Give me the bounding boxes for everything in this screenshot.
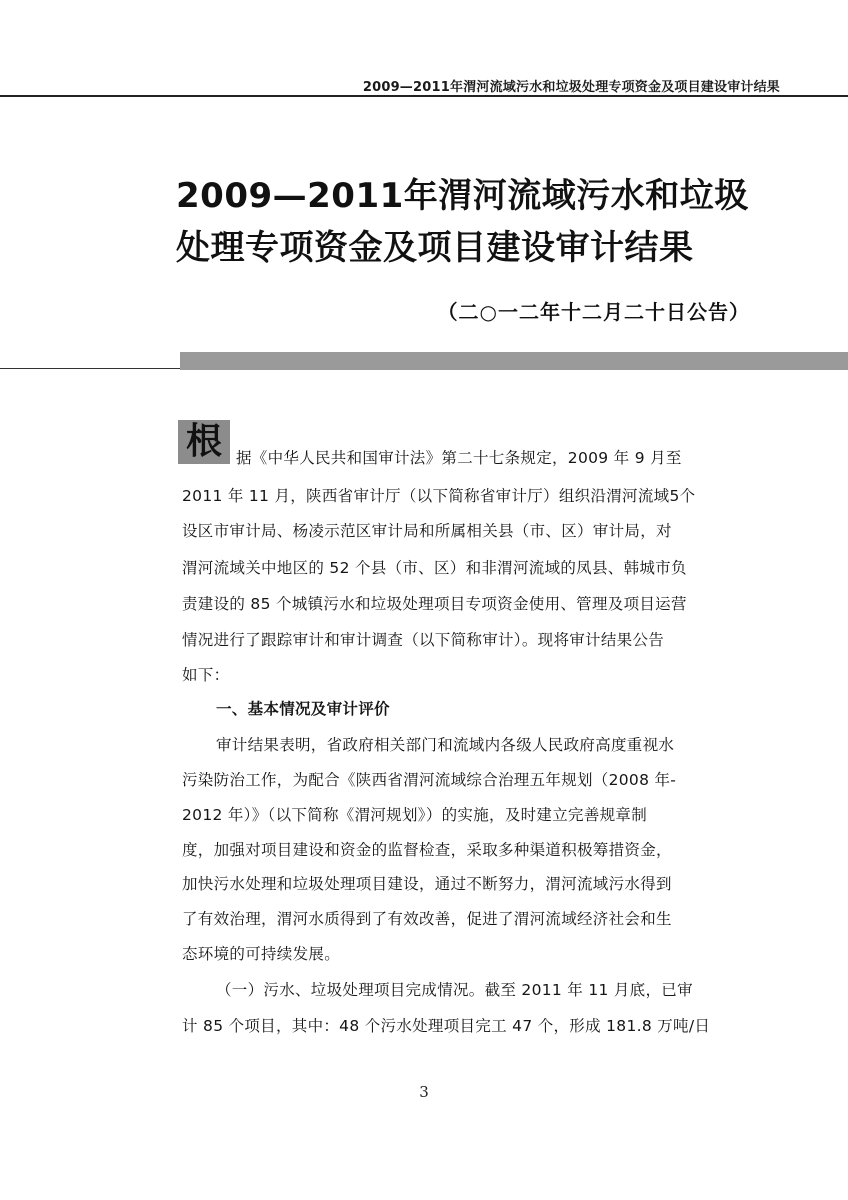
- paragraph-line: 情况进行了跟踪审计和审计调查（以下简称审计）。现将审计结果公告: [182, 631, 665, 649]
- running-header: 2009—2011年渭河流域污水和垃圾处理专项资金及项目建设审计结果: [362, 80, 780, 95]
- paragraph-line: 2012 年）》（以下简称《渭河规划》）的实施，及时建立完善规章制: [182, 806, 648, 824]
- paragraph-line: 审计结果表明，省政府相关部门和流域内各级人民政府高度重视水: [216, 736, 675, 754]
- header-rule: [0, 95, 848, 97]
- publication-date: （二○一二年十二月二十日公告）: [437, 300, 750, 324]
- drop-cap: 根: [178, 420, 230, 464]
- page-title: [176, 170, 796, 274]
- divider-gray-band: [180, 352, 848, 370]
- paragraph-line: 设区市审计局、杨凌示范区审计局和所属相关县（市、区）审计局，对: [182, 522, 672, 540]
- paragraph-line: 渭河流域关中地区的 52 个县（市、区）和非渭河流域的凤县、韩城市负: [182, 559, 687, 577]
- paragraph-line: 计 85 个项目，其中：48 个污水处理项目完工 47 个，形成 181.8 万吨/日: [182, 1017, 711, 1035]
- paragraph-line: 据《中华人民共和国审计法》第二十七条规定，2009 年 9 月至: [236, 449, 682, 467]
- paragraph-line: （一）污水、垃圾处理项目完成情况。截至 2011 年 11 月底，已审: [216, 981, 693, 999]
- paragraph-line: 2011 年 11 月，陕西省审计厅（以下简称省审计厅）组织沿渭河流域5个: [182, 487, 696, 505]
- page-number: 3: [419, 1083, 429, 1101]
- paragraph-line: 了有效治理，渭河水质得到了有效改善，促进了渭河流域经济社会和生: [182, 910, 672, 928]
- paragraph-line: 度，加强对项目建设和资金的监督检查，采取多种渠道积极筹措资金，: [182, 841, 672, 859]
- title-line-2: 处理专项资金及项目建设审计结果: [176, 228, 694, 268]
- paragraph-line: 加快污水处理和垃圾处理项目建设，通过不断努力，渭河流域污水得到: [182, 875, 672, 893]
- paragraph-line: 责建设的 85 个城镇污水和垃圾处理项目专项资金使用、管理及项目运营: [182, 595, 687, 613]
- paragraph-line: 污染防治工作，为配合《陕西省渭河流域综合治理五年规划（2008 年-: [182, 771, 677, 789]
- paragraph-line: 态环境的可持续发展。: [182, 945, 341, 963]
- divider-thin-rule: [0, 368, 180, 369]
- title-line-1: 2009—2011年渭河流域污水和垃圾: [176, 176, 749, 216]
- paragraph-line: 如下：: [182, 666, 230, 684]
- section-heading: 一、基本情况及审计评价: [216, 700, 390, 718]
